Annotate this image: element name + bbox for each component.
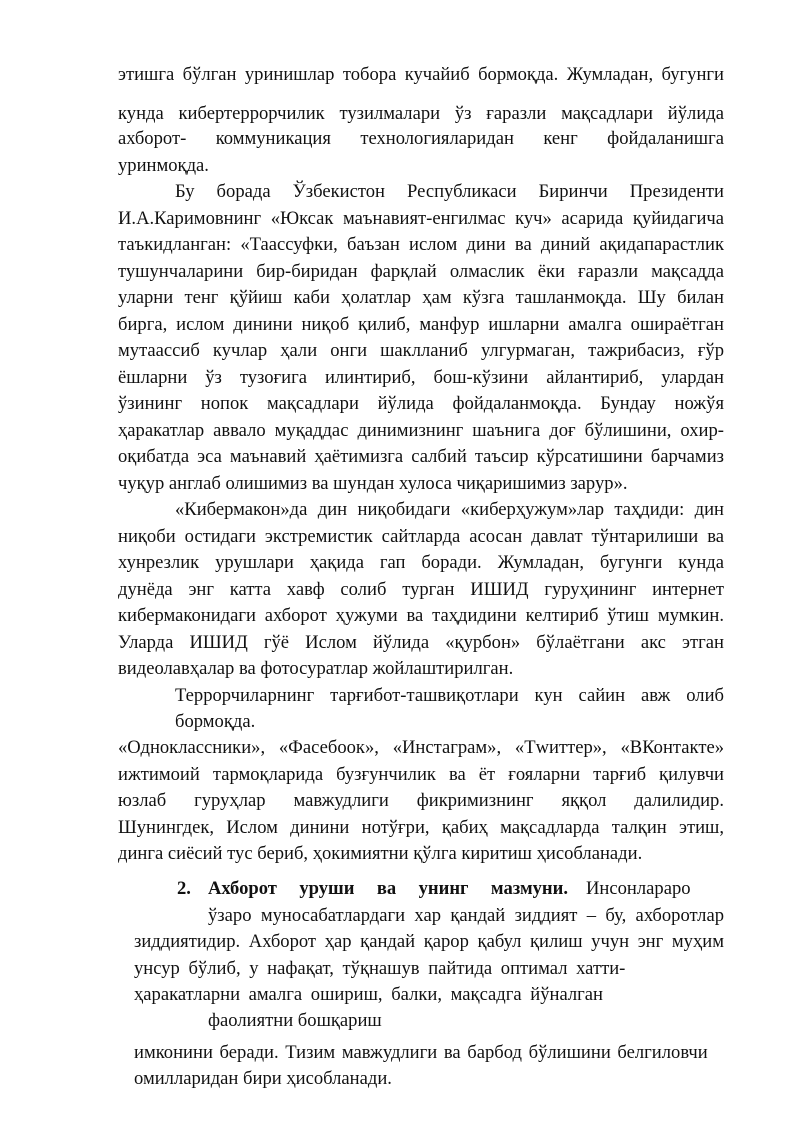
text-line: кунда кибертеррорчилик тузилмалари ўз ғаразли мақсадлари йўлида [118,103,724,124]
text-line: ҳаракатларни амалга ошириш, балки, мақсадга йўналган [134,984,604,1005]
text-line: тушунчаларини бир-биридан фарқлай олмаслик ёки ғаразли мақсадда [118,261,724,282]
text-line: чуқур англаб олишимиз ва шундан хулоса чиқаришимиз зарур». [118,473,628,494]
text-line: зиддиятидир. Ахборот ҳар қандай қарор қабул қилиш учун энг муҳим [134,931,724,952]
text-line: унсур бўлиб, у нафақат, тўқнашув пайтида оптимал хатти- [134,958,626,979]
text-line: хунрезлик урушлари ҳақида гап боради. Жумладан, бугунги кунда [118,552,724,573]
text-line: динга сиёсий тус бериб, ҳокимиятни қўлга киритиш ҳисобланади. [118,843,643,864]
text-line: имконини беради. Тизим мавжудлиги ва барбод бўлишини белгиловчи [134,1042,708,1063]
text-line: И.А.Каримовнинг «Юксак маънавият-енгилмас куч» асарида қуйидагича [118,208,724,229]
text-line: кибермаконидаги ахборот ҳужуми ва таҳдидини келтириб ўтиш мумкин. [118,605,724,626]
text-line: оқибатда эса маънавий ҳаётимизга салбий таъсир кўрсатишини барчамиз [118,446,724,467]
text-line: ижтимоий тармоқларида бузғунчилик ва ёт ғояларни тарғиб қилувчи [118,764,724,785]
text-line: Террорчиларнинг тарғибот-ташвиқотлари кун сайин авж олиб [175,685,724,706]
text-line: «Кибермакон»да дин ниқобидаги «киберҳужум»лар таҳдиди: дин [175,499,724,520]
text-line: Уларда ИШИД гўё Ислом йўлида «қурбон» бўлаётгани акс этган [118,632,724,653]
text-line: этишга бўлган уринишлар тобора кучайиб бормоқда. Жумладан, бугунги [118,64,724,85]
text-line: юзлаб гуруҳлар мавжудлиги фикримизнинг яққол далилидир. [118,790,724,811]
text-line: фаолиятни бошқариш [208,1010,382,1031]
section-number: 2. [177,878,191,899]
text-line: Шунингдек, Ислом динини нотўғри, қабиҳ мақсадларда талқин этиш, [118,817,724,838]
text-line: омилларидан бири ҳисобланади. [134,1068,392,1089]
text-line: ҳаракатлар аввало муқаддас динимизнинг шаънига доғ бўлишини, охир- [118,420,724,441]
text-line: ниқоби остидаги экстремистик сайтларда асосан давлат тўнтарилиши ва [118,526,724,547]
section-title: Ахборот уруши ва унинг мазмуни. [208,878,568,899]
text-line: мутаассиб кучлар ҳали онги шаклланиб улгурмаган, тажрибасиз, ғўр [118,340,724,361]
text-line: Бу борада Ўзбекистон Республикаси Биринчи Президенти [175,181,724,202]
text-line: бирга, ислом динини ниқоб қилиб, манфур ишларни амалга ошираётган [118,314,724,335]
text-line: Инсонлараро [586,878,691,899]
text-line: ўзаро муносабатлардаги хар қандай зиддият – бу, ахборотлар [208,905,724,926]
text-line: ахборот- коммуникация технологияларидан кенг фойдаланишга [118,128,724,149]
text-line: бормоқда. [175,711,256,732]
text-line: ёшларни ўз тузоғига илинтириб, бош-кўзини айлантириб, улардан [118,367,724,388]
text-line: таъкидланган: «Таассуфки, баъзан ислом дини ва диний ақидапарастлик [118,234,724,255]
text-line: «Одноклассники», «Фасебоок», «Инстаграм», «Тwиттер», «ВКонтакте» [118,737,724,758]
text-line: уларни тенг қўйиш каби ҳолатлар ҳам кўзга ташланмоқда. Шу билан [118,287,724,308]
text-line: уринмоқда. [118,155,209,176]
text-line: видеолавҳалар ва фотосуратлар жойлаштирилган. [118,658,514,679]
text-line: ўзининг нопок мақсадлари йўлида фойдаланмоқда. Бундау ножўя [118,393,724,414]
text-line: дунёда энг катта хавф солиб турган ИШИД гуруҳининг интернет [118,579,724,600]
